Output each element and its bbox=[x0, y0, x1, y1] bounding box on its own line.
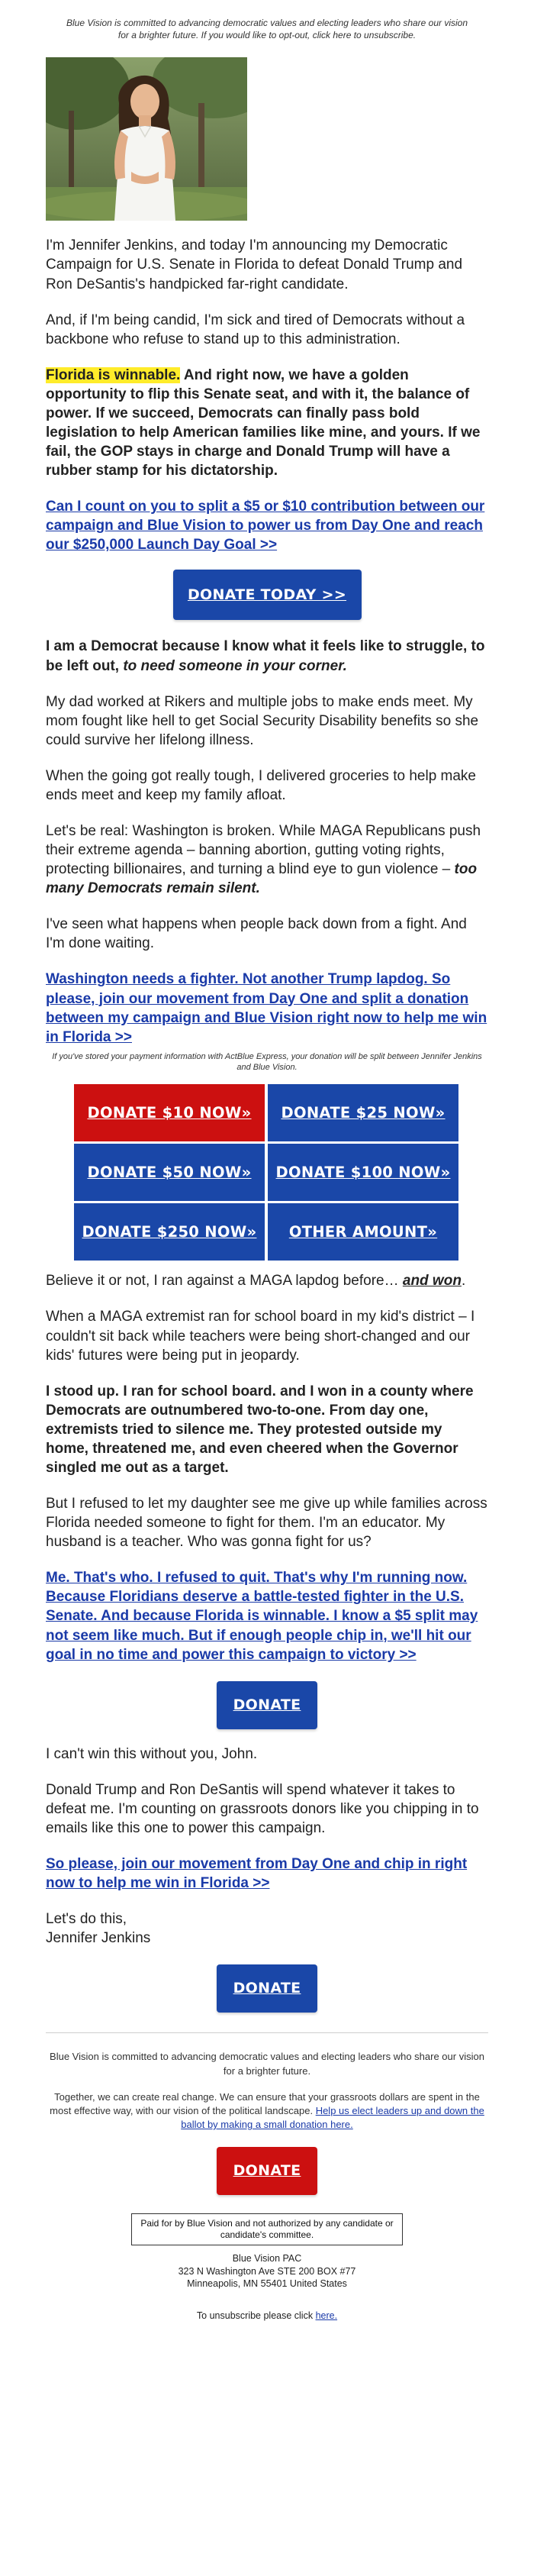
donate-100-button[interactable]: DONATE $100 NOW» bbox=[268, 1144, 458, 1201]
democrats-silent-text: too many Democrats remain silent. bbox=[46, 861, 478, 897]
donate-wrap-1 bbox=[46, 1681, 488, 1729]
hero-photo-jennifer-jenkins bbox=[46, 57, 247, 221]
unsubscribe-line bbox=[46, 2310, 488, 2323]
mailing-address bbox=[46, 2252, 488, 2290]
address-city: Minneapolis, MN 55401 United States bbox=[187, 2277, 347, 2289]
ran-before-paragraph bbox=[46, 1271, 488, 1290]
washington-broken-text: Let's be real: Washington is broken. While MAGA Republicans push their extreme agenda – banning abortion, gutting voting rights, protecting billionaires, and turning a blind eye to gun violence – bbox=[46, 823, 481, 878]
and-won-text: and won bbox=[402, 1273, 462, 1290]
groceries-paragraph: When the going got really tough, I delivered groceries to help make ends meet and keep my family afloat. bbox=[46, 767, 476, 803]
donate-250-button[interactable]: DONATE $250 NOW» bbox=[74, 1203, 265, 1261]
footer-donate-button[interactable]: DONATE bbox=[217, 2147, 317, 2195]
unsubscribe-link[interactable]: here. bbox=[315, 2310, 338, 2322]
signoff-line: Let's do this, bbox=[46, 1911, 127, 1928]
donation-amount-grid bbox=[74, 1084, 460, 1261]
ran-before-text: Believe it or not, I ran against a MAGA lapdog before… bbox=[46, 1273, 403, 1290]
washington-broken-paragraph bbox=[46, 822, 488, 898]
family-paragraph: My dad worked at Rikers and multiple jobs to make ends meet. My mom fought like hell to get Social Security Disability benefits so she could survive her lifelong illness. bbox=[46, 693, 479, 748]
cant-win-paragraph: I can't win this without you, John. bbox=[46, 1745, 258, 1762]
paid-for-disclaimer: Paid for by Blue Vision and not authorized by any candidate or candidate's committee. bbox=[131, 2213, 403, 2245]
backbone-paragraph: And, if I'm being candid, I'm sick and tired of Democrats without a backbone who refuse to stand up to this administration. bbox=[46, 312, 465, 347]
intro-paragraph: I'm Jennifer Jenkins, and today I'm announcing my Democratic Campaign for U.S. Senate in Florida to defeat Donald Trump and Ron DeSantis's handpicked far-right candidate. bbox=[46, 237, 463, 292]
signoff bbox=[46, 1909, 488, 1948]
democrat-bold-text: I am a Democrat because I know what it feels like to struggle, to be left out, bbox=[46, 638, 485, 674]
actblue-express-note: If you've stored your payment information with ActBlue Express, your donation will be split between Jennifer Jenkins and Blue Vision. bbox=[52, 1051, 482, 1073]
refused-paragraph: But I refused to let my daughter see me give up while families across Florida needed someone to fight for them. I'm an educator. My husband is a teacher. Who was gonna fight for us? bbox=[46, 1496, 487, 1551]
footer-together bbox=[46, 2090, 488, 2132]
footer-mission: Blue Vision is committed to advancing democratic values and electing leaders who share our vision for a brighter future. bbox=[50, 2051, 484, 2077]
signoff-name: Jennifer Jenkins bbox=[46, 1930, 151, 1947]
bottom-spacer bbox=[46, 2323, 488, 2345]
trump-desantis-paragraph: Donald Trump and Ron DeSantis will spend whatever it takes to defeat me. I'm counting on grassroots donors like you chipping in to emails like this one to power this campaign. bbox=[46, 1781, 479, 1836]
split-contribution-link[interactable]: Can I count on you to split a $5 or $10 contribution between our campaign and Blue Vision to power us from Day One and reach our $250,000 Launch Day Goal >> bbox=[46, 499, 485, 554]
donate-10-button[interactable]: DONATE $10 NOW» bbox=[74, 1084, 265, 1141]
unsubscribe-text: To unsubscribe please click bbox=[196, 2310, 316, 2322]
address-org: Blue Vision PAC bbox=[232, 2253, 302, 2264]
donate-today-wrap bbox=[46, 554, 488, 620]
winnable-paragraph bbox=[46, 366, 488, 480]
stood-up-paragraph: I stood up. I ran for school board. and I won in a county where Democrats are outnumbered two-to-one. From day one, extremists tried to silence me. They protested outside my home, threatened me, and even cheered when the Governor singled me out as a target. bbox=[46, 1383, 474, 1477]
democrat-boldital-text: to need someone in your corner. bbox=[119, 657, 347, 674]
donate-button-2[interactable]: DONATE bbox=[217, 1964, 317, 2013]
address-street: 323 N Washington Ave STE 200 BOX #77 bbox=[178, 2265, 356, 2277]
other-amount-button[interactable]: OTHER AMOUNT» bbox=[268, 1203, 458, 1261]
donate-button-1[interactable]: DONATE bbox=[217, 1681, 317, 1729]
footer-donate-link[interactable]: Help us elect leaders up and down the ballot by making a small donation here. bbox=[181, 2104, 484, 2131]
footer-donate-wrap bbox=[46, 2147, 488, 2195]
join-movement-link[interactable]: So please, join our movement from Day One and chip in right now to help me win in Florida >> bbox=[46, 1856, 468, 1892]
school-board-paragraph: When a MAGA extremist ran for school board in my kid's district – I couldn't sit back while teachers were being short-changed and our kids' futures were being put in jeopardy. bbox=[46, 1309, 475, 1364]
donate-50-button[interactable]: DONATE $50 NOW» bbox=[74, 1144, 265, 1201]
donate-today-button[interactable]: DONATE TODAY >> bbox=[173, 570, 362, 620]
donate-wrap-2 bbox=[46, 1964, 488, 2013]
winnable-rest-text: And right now, we have a golden opportunity to flip this Senate seat, and with it, the balance of power. If we succeed, Democrats can finally pass bold legislation to help American families like mine, and yours. If we fail, the GOP stays in charge and Donald Trump will have a rubber stamp for his dictatorship. bbox=[46, 366, 481, 479]
footer-together-text: Together, we can create real change. We can ensure that your grassroots dollars are spent in the most effective way, with our vision of the political landscape. bbox=[50, 2090, 480, 2116]
democrat-paragraph bbox=[46, 637, 488, 675]
footer-divider bbox=[46, 2032, 488, 2033]
ran-before-end: . bbox=[461, 1273, 466, 1290]
battle-tested-link[interactable]: Me. That's who. I refused to quit. That's why I'm running now. Because Floridians deserve a battle-tested fighter in the U.S. Senate. And because Florida is winnable. I know a $5 split may not seem like much. But if enough people chip in, we'll hit our goal in no time and power this campaign to victory >> bbox=[46, 1570, 478, 1663]
florida-winnable-highlight: Florida is winnable. bbox=[46, 366, 181, 383]
donate-25-button[interactable]: DONATE $25 NOW» bbox=[268, 1084, 458, 1141]
top-optout-note: Blue Vision is committed to advancing democratic values and electing leaders who share our vision for a brighter future. If you would like to opt-out, click here to unsubscribe. bbox=[66, 18, 468, 41]
fighter-split-link[interactable]: Washington needs a fighter. Not another Trump lapdog. So please, join our movement from Day One and split a donation between my campaign and Blue Vision right now to help me win in Florida >> bbox=[46, 971, 487, 1045]
done-waiting-paragraph: I've seen what happens when people back down from a fight. And I'm done waiting. bbox=[46, 916, 467, 952]
